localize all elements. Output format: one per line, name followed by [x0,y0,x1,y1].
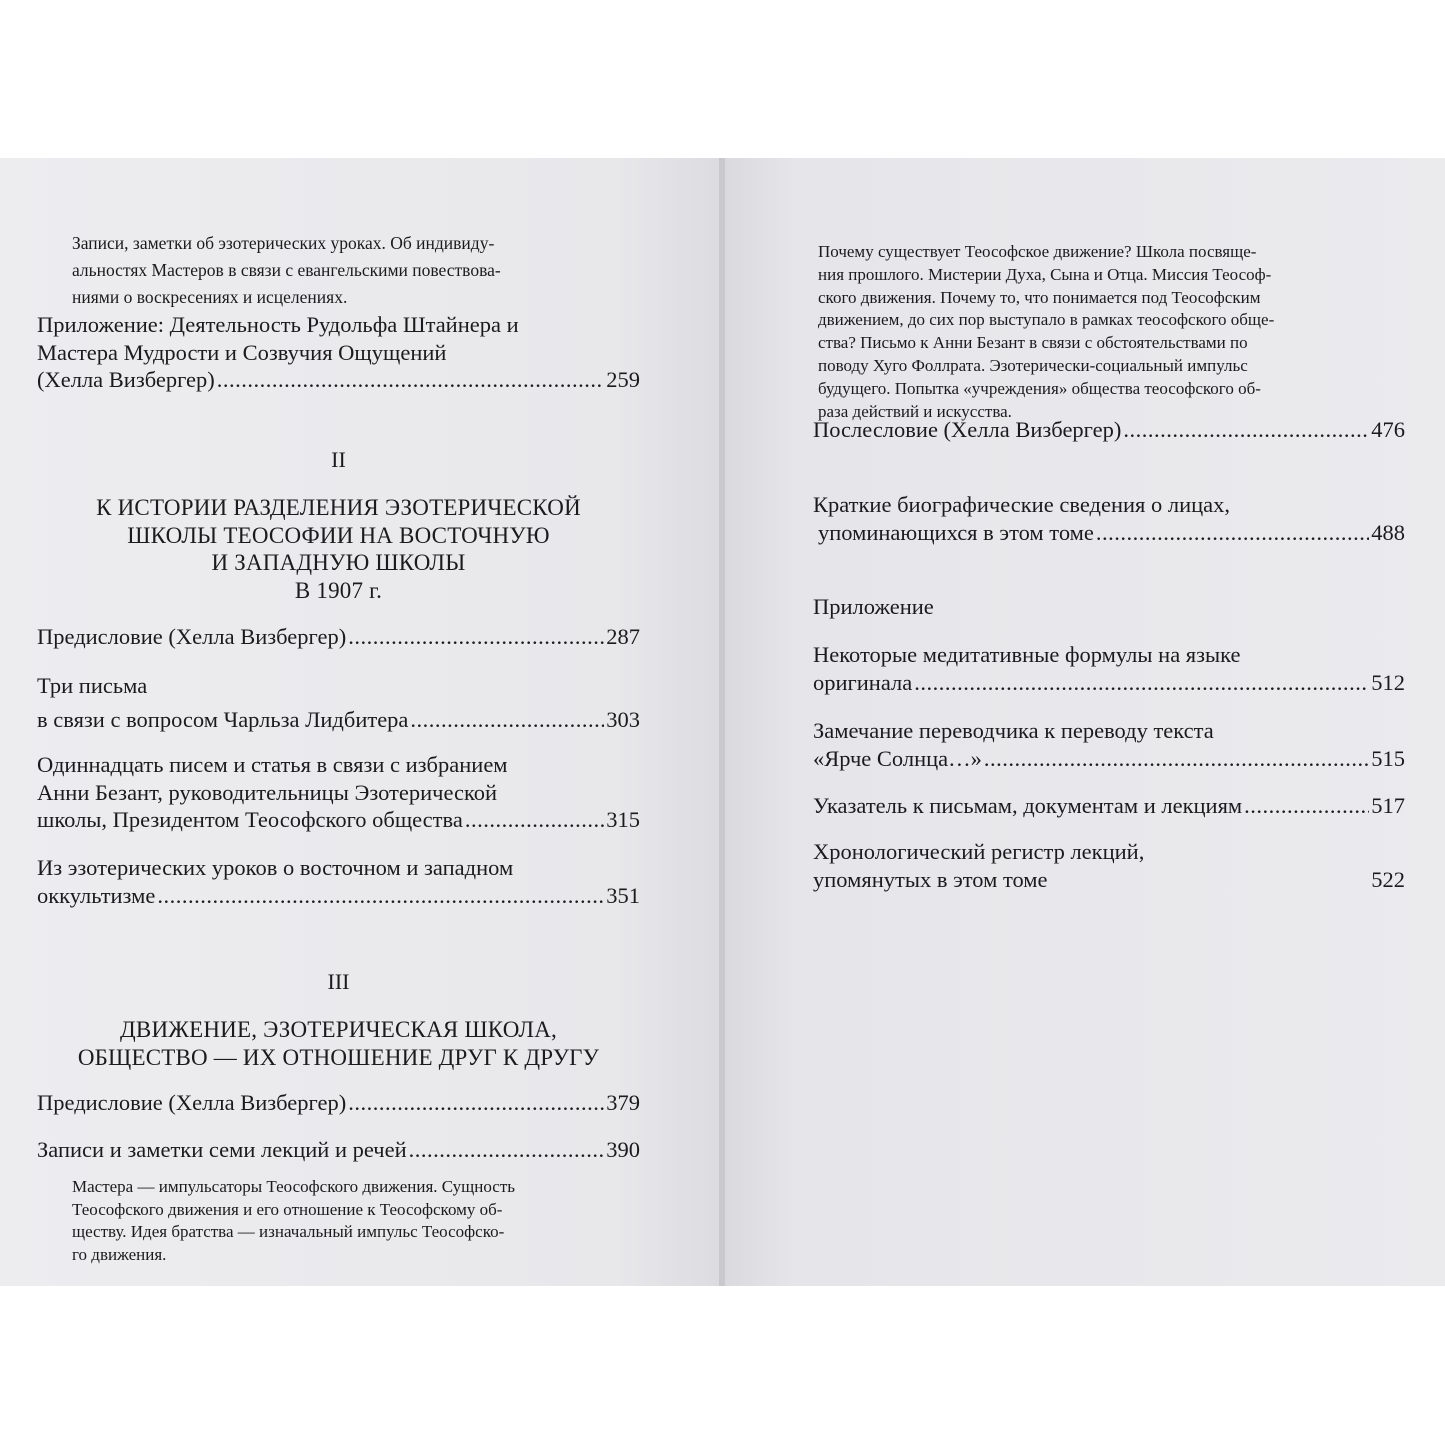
page-number: 488 [1371,519,1405,545]
title-line: И ЗАПАДНУЮ ШКОЛЫ [211,550,466,575]
section-note [72,1176,632,1266]
page-number: 476 [1371,417,1405,442]
page-number: 515 [1371,745,1405,771]
entry-line: Краткие биографические сведения о лицах, [813,492,1231,517]
page-number: 522 [1371,866,1405,892]
part-title [37,1016,640,1071]
entry-line: Мастера Мудрости и Созвучия Ощущений [37,339,447,365]
page-number: 512 [1371,669,1405,695]
appendix-heading: Приложение [813,594,934,619]
toc-entry[interactable] [813,641,1405,696]
section-note [818,241,1378,423]
page-number: 303 [606,707,640,732]
page-number: 379 [606,1090,640,1115]
toc-entry-bios[interactable] [813,491,1405,546]
note-line: ского движения. Почему то, что понимается под Теософским [818,287,1261,307]
entry-line: Приложение: Деятельность Рудольфа Штайнера и [37,312,519,337]
toc-entry[interactable] [37,1136,640,1164]
dot-leader [409,1136,605,1164]
dot-leader [465,806,604,834]
intro-note [72,230,632,311]
dot-leader [348,623,604,651]
page-number: 351 [606,882,640,908]
entry-title: «Ярче Солнца…» [813,745,982,771]
dot-leader [348,1089,604,1117]
entry-line: Одиннадцать писем и статья в связи с избранием [37,752,508,777]
toc-entry-afterword[interactable] [813,416,1405,444]
part-numeral: II [331,447,346,472]
part-title [37,494,640,604]
toc-entry[interactable] [813,717,1405,772]
toc-entry[interactable] [37,623,640,651]
entry-title: Послесловие (Хелла Визбергер) [813,417,1122,442]
note-line: движением, до сих пор выступало в рамках теософского обще- [818,310,1275,330]
note-line: Записи, заметки об эзотерических уроках. Об индивиду- [72,233,495,253]
toc-entry[interactable] [37,751,640,834]
note-line: го движения. [72,1244,167,1264]
title-line: В 1907 г. [294,577,383,603]
entry-title: Записи и заметки семи лекций и речей [37,1137,407,1162]
note-line: Теософского движения и его отношение к Теософскому об- [72,1199,503,1219]
entry-title: оригинала [813,669,913,695]
entry-title: оккультизме [37,882,156,908]
dot-leader [914,669,1369,697]
dot-leader [1244,792,1369,820]
entry-title: школы, Президентом Теософского общества [37,807,463,832]
dot-leader [217,366,604,394]
part-numeral: III [327,969,350,994]
dot-leader [157,882,604,910]
page-number: 259 [606,367,640,392]
entry-title: Предисловие (Хелла Визбергер) [37,1090,347,1115]
entry-line: Анни Безант, руководительницы Эзотерической [37,779,498,805]
note-line: ния прошлого. Мистерии Духа, Сына и Отца. Миссия Теософ- [818,264,1272,284]
dot-leader [984,745,1369,773]
entry-line: Из эзотерических уроков о восточном и западном [37,855,514,880]
note-line: ществу. Идея братства — изначальный импульс Теософско- [72,1222,505,1242]
page-number: 287 [606,624,640,649]
toc-entry[interactable] [37,669,640,737]
note-line: поводу Хуго Фоллрата. Эзотерически-социальный импульс [818,355,1248,375]
page-number: 315 [606,807,640,832]
entry-title: Предисловие (Хелла Визбергер) [37,624,347,649]
entry-title: упоминающихся в этом томе [818,519,1094,545]
entry-line: Замечание переводчика к переводу текста [813,718,1214,743]
note-line: Почему существует Теософское движение? Школа посвяще- [818,242,1257,261]
title-line: ОБЩЕСТВО — ИХ ОТНОШЕНИЕ ДРУГ К ДРУГУ [77,1044,600,1070]
entry-title: в связи с вопросом Чарльза Лидбитера [37,707,409,732]
note-line: Мастера — импульсаторы Теософского движения. Сущность [72,1177,516,1196]
title-line: ШКОЛЫ ТЕОСОФИИ НА ВОСТОЧНУЮ [127,522,550,548]
entry-line: Некоторые медитативные формулы на языке [813,642,1241,667]
entry-line: Три письма [37,673,148,698]
dot-leader [1123,416,1369,444]
toc-entry-appendix[interactable] [37,311,640,394]
dot-leader [1096,519,1369,547]
note-line: альностях Мастеров в связи с евангельскими повествова- [72,260,501,280]
title-line: ДВИЖЕНИЕ, ЭЗОТЕРИЧЕСКАЯ ШКОЛА, [120,1017,557,1042]
toc-entry[interactable] [37,1089,640,1117]
book-gutter [719,158,725,1286]
toc-entry[interactable] [37,854,640,909]
note-line: ства? Письмо к Анни Безант в связи с обстоятельствами по [818,333,1248,353]
page-number: 517 [1371,793,1405,818]
note-line: ниями о воскресениях и исцелениях. [72,287,348,307]
toc-entry[interactable] [813,792,1405,820]
entry-title: упомянутых в этом томе [813,866,1048,892]
note-line: раза действий и искусства. [818,401,1012,421]
page-number: 390 [606,1137,640,1162]
entry-title: Указатель к письмам, документам и лекциям [813,793,1243,818]
title-line: К ИСТОРИИ РАЗДЕЛЕНИЯ ЭЗОТЕРИЧЕСКОЙ [96,495,581,520]
entry-title: (Хелла Визбергер) [37,367,215,392]
dot-leader [410,703,604,737]
entry-line: Хронологический регистр лекций, [813,839,1145,864]
toc-entry[interactable] [813,838,1405,893]
note-line: будущего. Попытка «учреждения» общества теософского об- [818,378,1261,398]
